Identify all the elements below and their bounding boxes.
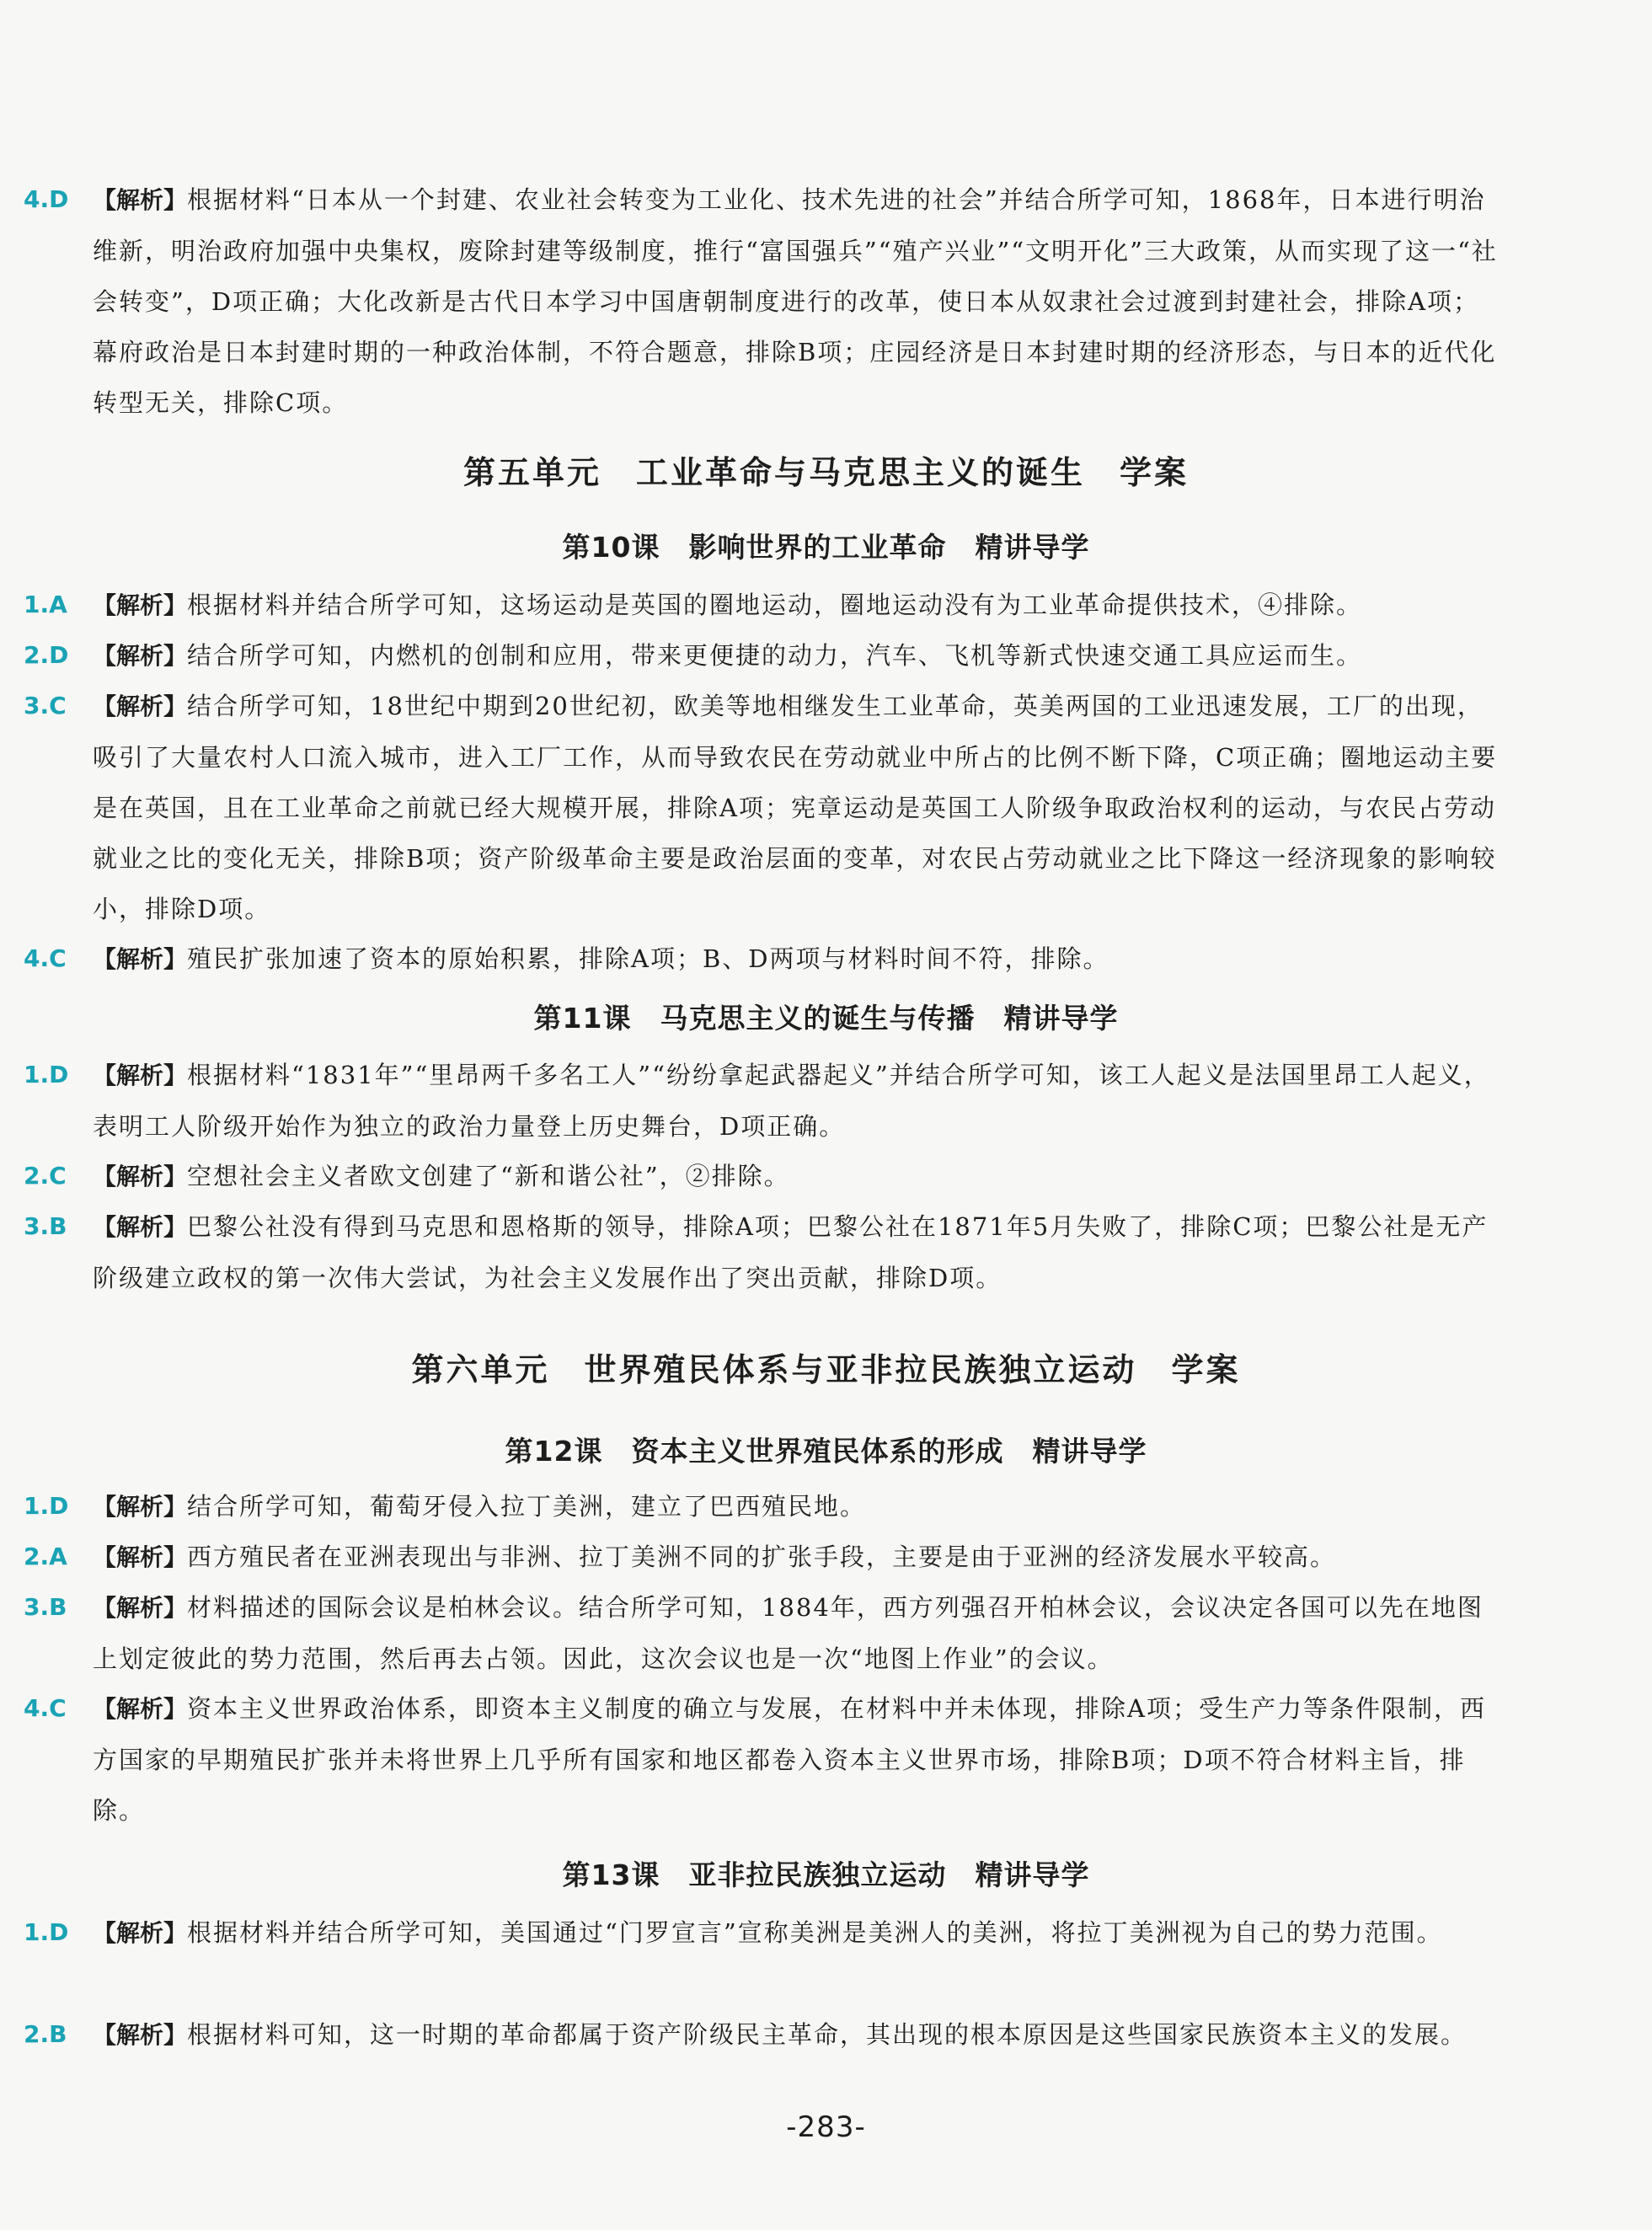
answer-item	[24, 1683, 1501, 1836]
answer-item	[24, 1532, 1501, 1583]
answer-number: 2.C	[24, 1162, 67, 1190]
analysis-tag: 【解析】	[93, 1594, 188, 1622]
answer-text: 空想社会主义者欧文创建了“新和谐公社”，②排除。	[187, 1162, 790, 1190]
lesson-title: 第10课 影响世界的工业革命 精讲导学	[562, 531, 1090, 564]
answer-text: 资本主义世界政治体系，即资本主义制度的确立与发展，在材料中并未体现，排除A项；受生产力等条件限制，西方国家的早期殖民扩张并未将世界上几乎所有国家和地区都卷入资本主义世界市场，排除B项；D项不符合材料主旨，排除。	[93, 1694, 1486, 1825]
answer-text: 殖民扩张加速了资本的原始积累，排除A项；B、D两项与材料时间不符，排除。	[187, 944, 1109, 973]
unit-title: 第六单元 世界殖民体系与亚非拉民族独立运动 学案	[411, 1350, 1241, 1388]
answer-text: 根据材料“日本从一个封建、农业社会转变为工业化、技术先进的社会”并结合所学可知，1868年，日本进行明治维新，明治政府加强中央集权，废除封建等级制度，推行“富国强兵”“殖产兴业”“文明开化”三大政策，从而实现了这一“社会转变”，D项正确；大化改新是古代日本学习中国唐朝制度进行的改革，使日本从奴隶社会过渡到封建社会，排除A项；幕府政治是日本封建时期的一种政治体制，不符合题意，排除B项；庄园经济是日本封建时期的经济形态，与日本的近代化转型无关，排除C项。	[93, 185, 1498, 417]
analysis-tag: 【解析】	[93, 1543, 188, 1571]
answer-number: 1.D	[24, 1492, 69, 1520]
answer-number: 2.D	[24, 641, 69, 669]
page-number: -283-	[786, 2110, 866, 2144]
analysis-tag: 【解析】	[93, 186, 188, 214]
answer-text: 根据材料“1831年”“里昂两千多名工人”“纷纷拿起武器起义”并结合所学可知，该工人起义是法国里昂工人起义，表明工人阶级开始作为独立的政治力量登上历史舞台，D项正确。	[93, 1061, 1490, 1141]
analysis-tag: 【解析】	[93, 1213, 188, 1241]
answer-item	[24, 1151, 1501, 1202]
analysis-tag: 【解析】	[93, 642, 188, 670]
answer-item	[24, 174, 1501, 428]
answer-text: 巴黎公社没有得到马克思和恩格斯的领导，排除A项；巴黎公社在1871年5月失败了，排除C项；巴黎公社是无产阶级建立政权的第一次伟大尝试，为社会主义发展作出了突出贡献，排除D项。	[93, 1212, 1489, 1292]
analysis-tag: 【解析】	[93, 1163, 188, 1190]
answer-number: 4.C	[24, 944, 67, 972]
analysis-tag: 【解析】	[93, 693, 188, 720]
answer-item	[24, 1201, 1501, 1303]
analysis-tag: 【解析】	[93, 1493, 188, 1521]
answer-number: 4.C	[24, 1694, 67, 1722]
answer-text: 西方殖民者在亚洲表现出与非洲、拉丁美洲不同的扩张手段，主要是由于亚洲的经济发展水平较高。	[187, 1543, 1337, 1571]
answer-number: 3.B	[24, 1212, 67, 1240]
answer-text: 根据材料可知，这一时期的革命都属于资产阶级民主革命，其出现的根本原因是这些国家民族资本主义的发展。	[187, 2020, 1468, 2049]
answer-item	[24, 1907, 1501, 1959]
analysis-tag: 【解析】	[93, 945, 188, 973]
answer-number: 1.D	[24, 1061, 69, 1088]
answer-item	[24, 630, 1501, 682]
answer-text: 结合所学可知，18世纪中期到20世纪初，欧美等地相继发生工业革命，英美两国的工业迅速发展，工厂的出现，吸引了大量农村人口流入城市，进入工厂工作，从而导致农民在劳动就业中所占的比例不断下降，C项正确；圈地运动主要是在英国，且在工业革命之前就已经大规模开展，排除A项；宪章运动是英国工人阶级争取政治权利的运动，与农民占劳动就业之比的变化无关，排除B项；资产阶级革命主要是政治层面的变革，对农民占劳动就业之比下降这一经济现象的影响较小，排除D项。	[93, 692, 1498, 923]
answer-number: 2.B	[24, 2020, 67, 2048]
answer-item	[24, 1582, 1501, 1684]
analysis-tag: 【解析】	[93, 591, 188, 619]
answer-item	[24, 2009, 1501, 2061]
answer-number: 1.A	[24, 591, 67, 618]
answer-item	[24, 580, 1501, 631]
answer-text: 结合所学可知，内燃机的创制和应用，带来更便捷的动力，汽车、飞机等新式快速交通工具应运而生。	[187, 641, 1363, 670]
lesson-title: 第11课 马克思主义的诞生与传播 精讲导学	[533, 1002, 1119, 1035]
answer-number: 2.A	[24, 1543, 67, 1570]
answer-text: 根据材料并结合所学可知，这场运动是英国的圈地运动，圈地运动没有为工业革命提供技术，④排除。	[187, 591, 1363, 619]
answer-number: 1.D	[24, 1918, 69, 1946]
analysis-tag: 【解析】	[93, 1695, 188, 1723]
answer-item	[24, 1050, 1501, 1152]
analysis-tag: 【解析】	[93, 2021, 188, 2049]
analysis-tag: 【解析】	[93, 1062, 188, 1089]
answer-item	[24, 681, 1501, 934]
unit-title: 第五单元 工业革命与马克思主义的诞生 学案	[462, 453, 1189, 491]
answer-number: 4.D	[24, 185, 69, 213]
analysis-tag: 【解析】	[93, 1919, 188, 1947]
lesson-title: 第13课 亚非拉民族独立运动 精讲导学	[562, 1858, 1090, 1891]
answer-number: 3.B	[24, 1593, 67, 1621]
answer-text: 材料描述的国际会议是柏林会议。结合所学可知，1884年，西方列强召开柏林会议，会议决定各国可以先在地图上划定彼此的势力范围，然后再去占领。因此，这次会议也是一次“地图上作业”的会议。	[93, 1593, 1484, 1673]
lesson-title: 第12课 资本主义世界殖民体系的形成 精讲导学	[505, 1435, 1147, 1468]
answer-item	[24, 933, 1501, 985]
answer-number: 3.C	[24, 692, 67, 719]
answer-text: 根据材料并结合所学可知，美国通过“门罗宣言”宣称美洲是美洲人的美洲，将拉丁美洲视为自己的势力范围。	[187, 1918, 1443, 1947]
answer-text: 结合所学可知，葡萄牙侵入拉丁美洲，建立了巴西殖民地。	[187, 1492, 867, 1521]
answer-item	[24, 1481, 1501, 1532]
